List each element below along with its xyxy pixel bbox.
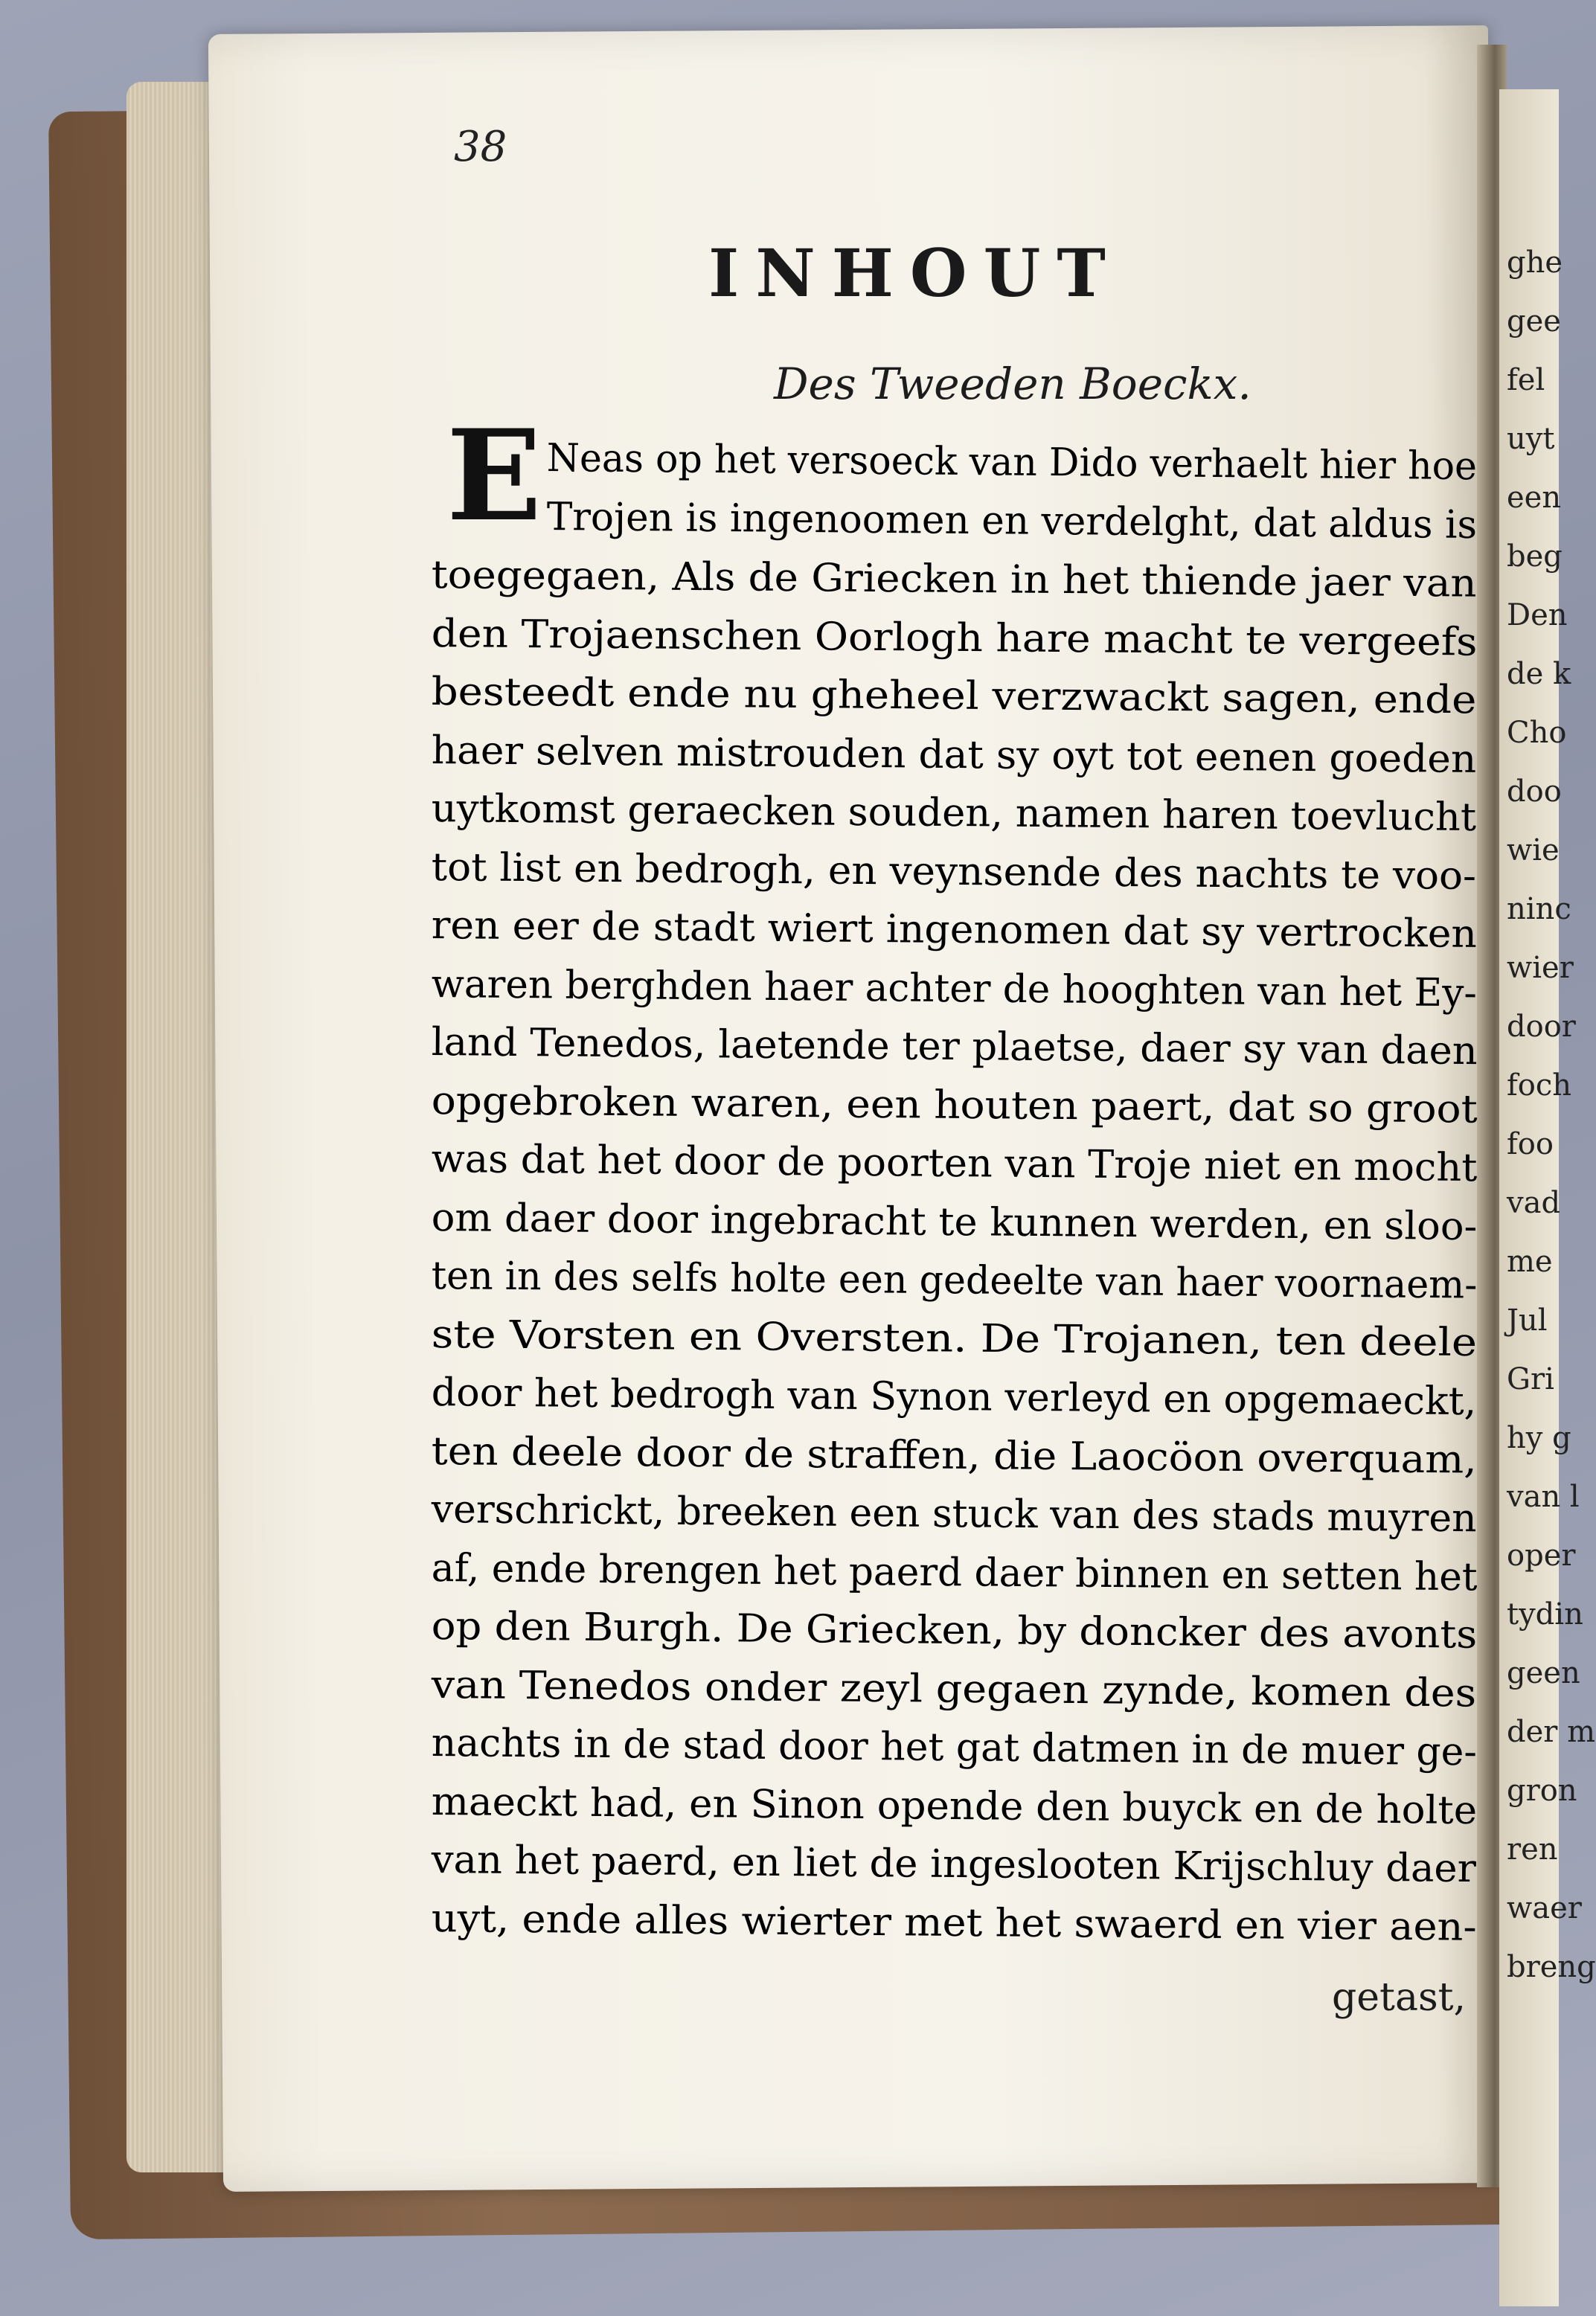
facing-page-fragment: wie (1507, 833, 1560, 867)
facing-page-fragment: doo (1507, 774, 1562, 809)
facing-page-fragment: uyt (1507, 422, 1555, 456)
facing-page-fragment: vad (1507, 1186, 1561, 1220)
facing-page-fragment: fel (1507, 363, 1545, 397)
body-line: van het paerd, en liet de ingeslooten Krijschluy daer (431, 1838, 1477, 1892)
facing-page-fragment: Jul (1507, 1303, 1548, 1338)
body-line: uytkomst geraecken souden, namen haren toevlucht (431, 786, 1477, 841)
body-line: haer selven mistrouden dat sy oyt tot eenen goeden (431, 728, 1477, 782)
facing-page-fragment: foch (1507, 1068, 1572, 1103)
body-line: ste Vorsten en Oversten. De Trojanen, ten deele (431, 1312, 1478, 1365)
facing-page-fragment: breng (1507, 1950, 1596, 1984)
facing-page-fragment: van l (1507, 1480, 1580, 1514)
facing-page-fragment: oper (1507, 1539, 1576, 1573)
body-line: Trojen is ingenoomen en verdelght, dat aldus is (546, 494, 1478, 548)
body-line: opgebroken waren, een houten paert, dat so groot (431, 1078, 1478, 1132)
body-line: ren eer de stadt wiert ingenomen dat sy vertrocken (431, 903, 1478, 957)
facing-page-fragment: hy g (1507, 1421, 1571, 1455)
body-line: om daer door ingebracht te kunnen werden, en sloo- (431, 1195, 1478, 1249)
body-line: toegegaen, Als de Griecken in het thiende jaer van (431, 553, 1477, 606)
facing-page-fragment: Gri (1507, 1362, 1554, 1396)
facing-page-fragment: Cho (1507, 716, 1567, 750)
body-line: verschrickt, breeken een stuck van des stads muyren (431, 1487, 1477, 1542)
body-line: land Tenedos, laetende ter plaetse, daer sy van daen (431, 1020, 1478, 1074)
body-line: tot list en bedrogh, en veynsende des nachts te voo- (431, 844, 1477, 899)
body-line: Neas op het versoeck van Dido verhaelt hier hoe (546, 436, 1478, 490)
facing-page-fragment: me (1507, 1245, 1553, 1279)
facing-page-fragment: ninc (1507, 892, 1571, 926)
page-number: 38 (454, 123, 507, 171)
body-line: van Tenedos onder zeyl gegaen zynde, komen des (431, 1662, 1477, 1716)
facing-page (1499, 89, 1596, 2306)
facing-page-fragment: beg (1507, 539, 1563, 574)
body-line: maeckt had, en Sinon opende den buyck en de holte (431, 1779, 1478, 1833)
facing-page-fragment: foo (1507, 1127, 1554, 1161)
page-title: INHOUT (708, 234, 1122, 312)
body-line: af, ende brengen het paerd daer binnen en setten het (431, 1545, 1478, 1600)
facing-page-fragment: geen (1507, 1656, 1580, 1690)
facing-page-fragment: gron (1507, 1774, 1577, 1808)
facing-page-fragment: gee (1507, 304, 1561, 339)
facing-page-fragment: der m (1507, 1715, 1596, 1749)
facing-page-fragment: ghe (1507, 246, 1563, 280)
body-line: nachts in de stad door het gat datmen in de muer ge- (431, 1721, 1478, 1775)
drop-cap: E (446, 402, 542, 549)
body-line: den Trojaenschen Oorlogh hare macht te vergeefs (431, 611, 1478, 665)
facing-page-fragment: ren (1507, 1832, 1558, 1867)
body-line: door het bedrogh van Synon verleyd en opgemaeckt, (431, 1370, 1477, 1425)
body-line: ten in des selfs holte een gedeelte van haer voornaem- (431, 1254, 1478, 1308)
facing-page-fragment: Den (1507, 598, 1568, 632)
body-line: was dat het door de poorten van Troje niet en mocht (431, 1137, 1478, 1191)
body-line: besteedt ende nu gheheel verzwackt sagen, ende (431, 670, 1477, 723)
facing-page-fragment: tydin (1507, 1597, 1583, 1632)
catchword: getast, (1332, 1975, 1467, 2020)
page-subtitle: Des Tweeden Boeckx. (774, 359, 1252, 409)
body-line: op den Burgh. De Griecken, by doncker des avonts (431, 1604, 1478, 1658)
facing-page-fragment: een (1507, 481, 1562, 515)
body-line: waren berghden haer achter de hooghten van het Ey- (431, 961, 1478, 1016)
facing-page-fragment: door (1507, 1010, 1576, 1044)
body-line: ten deele door de straffen, die Laocöon overquam, (431, 1428, 1478, 1483)
facing-page-fragment: waer (1507, 1891, 1582, 1925)
facing-page-fragment: de k (1507, 657, 1571, 691)
facing-page-fragment: wier (1507, 951, 1574, 985)
body-line: uyt, ende alles wierter met het swaerd en vier aen- (431, 1896, 1478, 1950)
